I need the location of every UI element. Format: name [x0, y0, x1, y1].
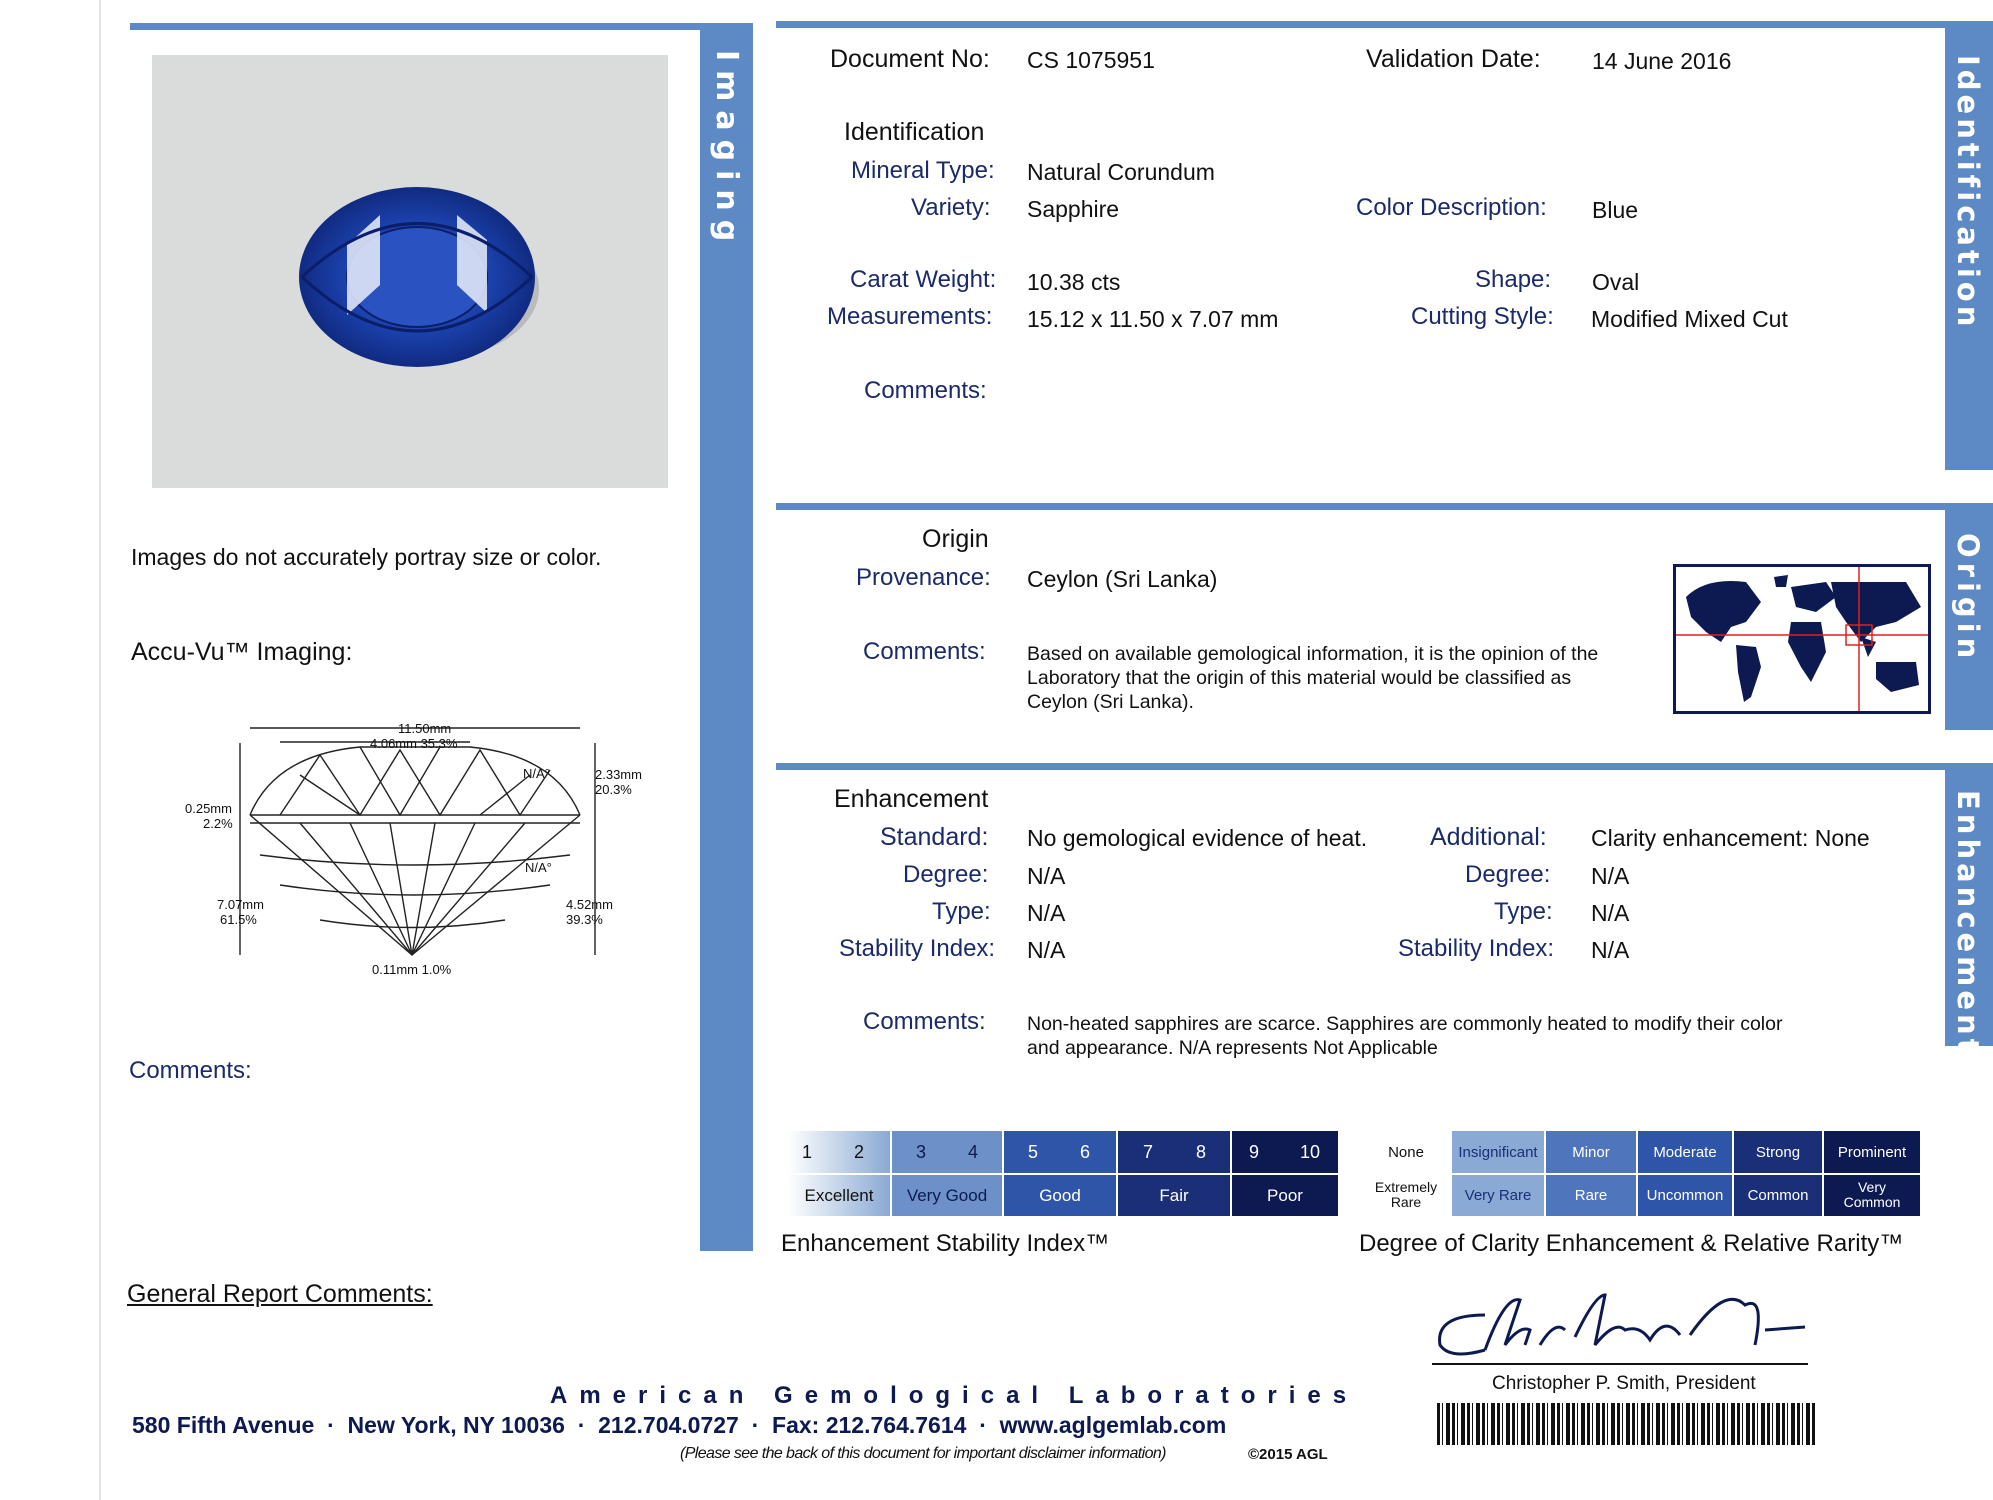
- additional-type-value: N/A: [1591, 900, 1630, 926]
- stability-number-5: 5: [1028, 1142, 1039, 1162]
- provenance-label: Provenance:: [856, 564, 991, 591]
- stability-grade-good: Good: [1039, 1185, 1081, 1205]
- clarity-rarity-common: Common: [1747, 1186, 1809, 1204]
- origin-tab-label: Origin: [1951, 533, 1985, 664]
- crown-angle-label: N/A°: [523, 766, 550, 781]
- stability-number-8: 8: [1196, 1142, 1207, 1162]
- identification-header-bar: [776, 21, 1951, 28]
- additional-type-label: Type:: [1494, 898, 1553, 925]
- stability-grade-fair: Fair: [1159, 1185, 1189, 1205]
- additional-degree-value: N/A: [1591, 863, 1630, 889]
- provenance-value: Ceylon (Sri Lanka): [1027, 566, 1218, 592]
- additional-stability-index-value: N/A: [1591, 937, 1630, 963]
- stability-number-10: 10: [1300, 1142, 1321, 1162]
- world-map: [1673, 564, 1931, 714]
- clarity-rarity-uncommon: Uncommon: [1646, 1186, 1724, 1204]
- identification-tab-label: Identification: [1951, 55, 1985, 331]
- pavilion-angle-label: N/A°: [525, 860, 552, 875]
- identification-section-title: Identification: [844, 118, 985, 146]
- validation-date-value: 14 June 2016: [1592, 48, 1732, 74]
- stability-grade-very-good: Very Good: [906, 1185, 988, 1205]
- origin-comments-line1: Based on available gemological information, it is the opinion of the: [1027, 643, 1599, 665]
- document-no-label: Document No:: [830, 45, 990, 73]
- color-description-label: Color Description:: [1356, 194, 1547, 221]
- barcode: [1437, 1403, 1815, 1445]
- clarity-degree-strong: Strong: [1755, 1143, 1801, 1161]
- additional-value: Clarity enhancement: None: [1591, 825, 1870, 851]
- shape-value: Oval: [1592, 269, 1640, 295]
- origin-comments-label: Comments:: [863, 638, 986, 665]
- girdle-label: 0.25mm: [185, 801, 232, 816]
- gem-photo-frame: [152, 55, 668, 488]
- measurements-value: 15.12 x 11.50 x 7.07 mm: [1027, 306, 1279, 332]
- clarity-degree-moderate: Moderate: [1653, 1143, 1717, 1161]
- document-no-value: CS 1075951: [1027, 47, 1155, 73]
- signatory-name: Christopher P. Smith, President: [1492, 1373, 1756, 1394]
- mineral-type-label: Mineral Type:: [851, 157, 995, 184]
- stability-number-4: 4: [968, 1142, 979, 1162]
- stability-scale: [788, 1131, 1338, 1216]
- imaging-tab-label: Imaging: [709, 50, 744, 251]
- stability-index-value: N/A: [1027, 937, 1066, 963]
- clarity-scale: [1362, 1131, 1920, 1216]
- origin-comments-line3: Ceylon (Sri Lanka).: [1027, 691, 1194, 713]
- clarity-degree-insignificant: Insignificant: [1458, 1143, 1538, 1161]
- enhancement-comments-label: Comments:: [863, 1008, 986, 1035]
- stability-number-3: 3: [916, 1142, 927, 1162]
- stability-scale-divider: [788, 1173, 1338, 1175]
- enhancement-section-title: Enhancement: [834, 785, 989, 813]
- type-value: N/A: [1027, 900, 1066, 926]
- signature-line: [1432, 1363, 1808, 1365]
- type-label: Type:: [932, 898, 991, 925]
- enhancement-header-bar: [776, 763, 1951, 770]
- table-label: 4.06mm 35.3%: [370, 736, 458, 751]
- stability-scale-title: Enhancement Stability Index™: [781, 1230, 1110, 1257]
- additional-label: Additional:: [1430, 823, 1547, 851]
- imaging-header-bar: [130, 23, 706, 30]
- origin-section-title: Origin: [922, 525, 989, 553]
- copyright: ©2015 AGL: [1248, 1446, 1328, 1463]
- accu-vu-title: Accu-Vu™ Imaging:: [131, 638, 353, 666]
- enhancement-comments-line1: Non-heated sapphires are scarce. Sapphires are commonly heated to modify their color: [1027, 1013, 1783, 1035]
- clarity-rarity-very-rare: Very Rare: [1464, 1186, 1532, 1204]
- stability-number-2: 2: [854, 1142, 865, 1162]
- carat-weight-value: 10.38 cts: [1027, 269, 1121, 295]
- stability-grade-poor: Poor: [1267, 1185, 1303, 1205]
- lab-name: American Gemological Laboratories: [550, 1382, 1359, 1409]
- crown-height-pct-label: 20.3%: [595, 782, 632, 797]
- color-description-value: Blue: [1592, 197, 1639, 223]
- standard-value: No gemological evidence of heat.: [1027, 825, 1368, 851]
- cutting-style-value: Modified Mixed Cut: [1591, 306, 1788, 332]
- general-report-comments-label: General Report Comments:: [127, 1280, 433, 1308]
- lab-address: 580 Fifth Avenue · New York, NY 10036 · 212.704.0727 · Fax: 212.764.7614 · www.aglgemlab.com: [132, 1412, 1227, 1438]
- clarity-rarity-rare: Rare: [1574, 1186, 1608, 1204]
- stability-index-label: Stability Index:: [839, 935, 996, 962]
- variety-value: Sapphire: [1027, 196, 1120, 222]
- stability-number-9: 9: [1249, 1142, 1260, 1162]
- enhancement-tab-label: Enhancement: [1951, 790, 1985, 1057]
- standard-label: Standard:: [880, 823, 989, 851]
- president-signature: [1425, 1275, 1825, 1365]
- pavilion-depth-pct-label: 39.3%: [566, 912, 603, 927]
- stability-grade-excellent: Excellent: [804, 1185, 874, 1205]
- stability-number-6: 6: [1080, 1142, 1091, 1162]
- clarity-degree-prominent: Prominent: [1837, 1143, 1907, 1161]
- proportion-diagram: [180, 715, 650, 985]
- additional-stability-index-label: Stability Index:: [1398, 935, 1555, 962]
- disclaimer-note: (Please see the back of this document for important disclaimer information): [680, 1445, 1166, 1462]
- culet-label: 0.11mm 1.0%: [372, 962, 452, 977]
- stability-number-1: 1: [802, 1142, 813, 1162]
- total-depth-label: 7.07mm: [217, 897, 264, 912]
- validation-date-label: Validation Date:: [1366, 45, 1541, 73]
- clarity-degree-none: None: [1388, 1143, 1424, 1161]
- cutting-style-label: Cutting Style:: [1411, 303, 1554, 330]
- clarity-rarity-very-common: Very Common: [1843, 1179, 1901, 1210]
- imaging-comments-label: Comments:: [129, 1057, 252, 1084]
- world-map-drawing: [1676, 567, 1928, 711]
- measurements-label: Measurements:: [827, 303, 993, 330]
- additional-degree-label: Degree:: [1465, 861, 1551, 888]
- variety-label: Variety:: [911, 194, 991, 221]
- degree-label: Degree:: [903, 861, 989, 888]
- page-edge-line: [99, 0, 101, 1500]
- clarity-scale-title: Degree of Clarity Enhancement & Relative Rarity™: [1359, 1230, 1904, 1257]
- crown-height-label: 2.33mm: [595, 767, 642, 782]
- shape-label: Shape:: [1475, 266, 1552, 293]
- origin-header-bar: [776, 503, 1951, 510]
- mineral-type-value: Natural Corundum: [1027, 159, 1215, 185]
- degree-value: N/A: [1027, 863, 1066, 889]
- clarity-degree-minor: Minor: [1572, 1143, 1610, 1161]
- gem-profile-drawing: [180, 715, 650, 985]
- clarity-rarity-extremely-rare: Extremely Rare: [1374, 1179, 1438, 1210]
- identification-comments-label: Comments:: [864, 377, 987, 404]
- image-disclaimer-note: Images do not accurately portray size or color.: [131, 544, 602, 570]
- total-width-label: 11.50mm: [398, 721, 452, 736]
- enhancement-comments-line2: and appearance. N/A represents Not Applicable: [1027, 1037, 1438, 1059]
- carat-weight-label: Carat Weight:: [850, 266, 997, 293]
- signature-drawing: [1425, 1275, 1825, 1365]
- pavilion-depth-label: 4.52mm: [566, 897, 613, 912]
- stability-number-7: 7: [1143, 1142, 1154, 1162]
- girdle-pct-label: 2.2%: [203, 816, 233, 831]
- total-depth-pct-label: 61.5%: [220, 912, 257, 927]
- origin-comments-line2: Laboratory that the origin of this material would be classified as: [1027, 667, 1572, 689]
- sapphire-gem-image: [152, 55, 668, 488]
